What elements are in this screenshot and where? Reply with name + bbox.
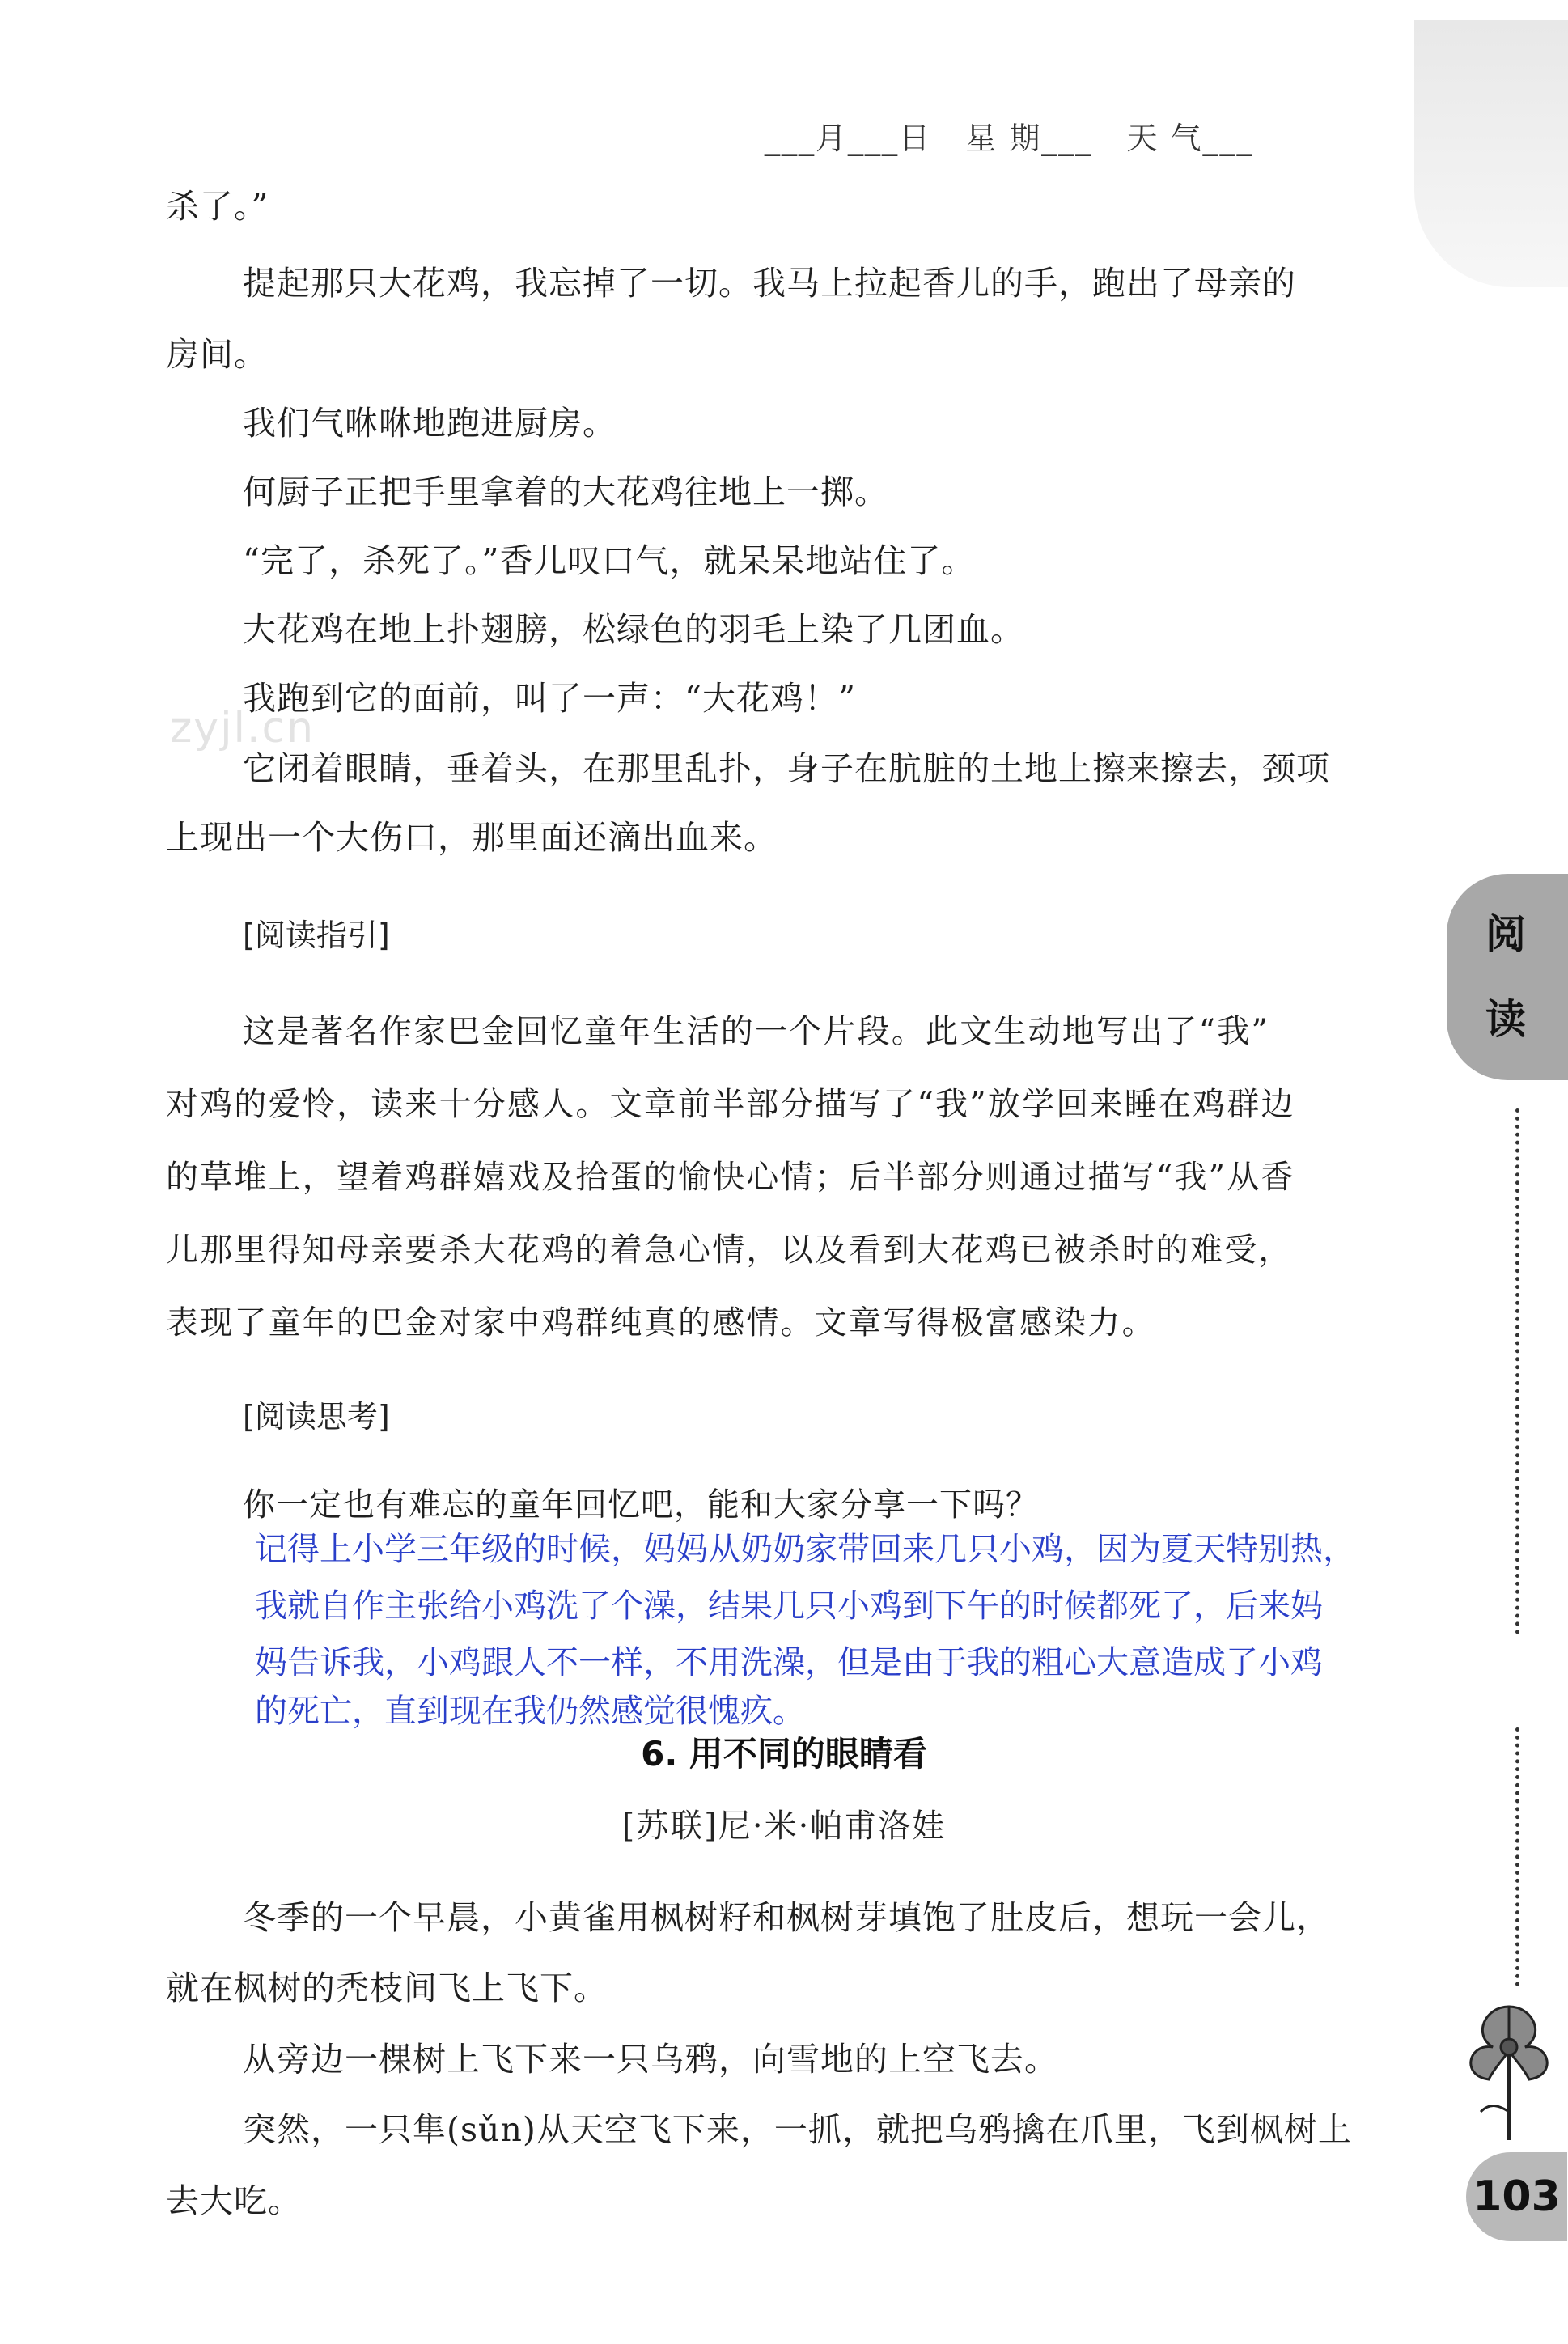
story-line: 大花鸡在地上扑翅膀，松绿色的羽毛上染了几团血。	[243, 610, 1024, 649]
story-line: 房间。	[166, 335, 268, 374]
guide-line: 对鸡的爱怜，读来十分感人。文章前半部分描写了“我”放学回来睡在鸡群边	[166, 1086, 1295, 1123]
guide-line: 的草堆上，望着鸡群嬉戏及拾蛋的愉快心情；后半部分则通过描写“我”从香	[166, 1159, 1295, 1196]
question: 你一定也有难忘的童年回忆吧，能和大家分享一下吗？	[243, 1486, 1039, 1524]
dotted-guide	[1515, 1727, 1519, 1986]
story-line: 它闭着眼睛，垂着头，在那里乱扑，身子在肮脏的土地上擦来擦去，颈项	[243, 749, 1330, 788]
story-line: 杀了。”	[166, 187, 269, 226]
story-line: 就在枫树的秃枝间飞上飞下。	[166, 1969, 608, 2007]
answer-line: 的死亡，直到现在我仍然感觉很愧疚。	[255, 1693, 805, 1730]
corner-decoration	[1414, 20, 1568, 287]
story-line: 何厨子正把手里拿着的大花鸡往地上一掷。	[243, 473, 888, 511]
section-tab	[1447, 874, 1568, 1080]
guide-heading: [阅读指引]	[243, 918, 390, 953]
page-number: 103	[1466, 2152, 1567, 2241]
story-line: 提起那只大花鸡，我忘掉了一切。我马上拉起香儿的手，跑出了母亲的	[243, 264, 1296, 303]
story-line: 我们气咻咻地跑进厨房。	[243, 404, 617, 443]
story-line: 冬季的一个早晨，小黄雀用枫树籽和枫树芽填饱了肚皮后，想玩一会儿，	[243, 1898, 1330, 1937]
tab-char: 阅	[1485, 911, 1526, 958]
guide-line: 儿那里得知母亲要杀大花鸡的着急心情，以及看到大花鸡已被杀时的难受，	[166, 1231, 1293, 1269]
date-weather-header: ___月___日 星 期___ 天 气___	[765, 121, 1254, 156]
story-line: 去大吃。	[166, 2181, 302, 2220]
story-line: 突然，一只隼(sǔn)从天空飞下来，一抓，就把乌鸦擒在爪里，飞到枫树上	[243, 2110, 1352, 2149]
tab-char: 读	[1485, 996, 1526, 1043]
flower-icon	[1452, 1999, 1566, 2144]
chapter-title: 6. 用不同的眼睛看	[641, 1734, 927, 1774]
author-line: [苏联]尼·米·帕甫洛娃	[621, 1808, 947, 1845]
watermark: zyjl.cn	[170, 704, 316, 752]
dotted-guide	[1515, 1108, 1519, 1634]
story-line: 我跑到它的面前，叫了一声：“大花鸡！”	[243, 679, 856, 718]
answer-line: 我就自作主张给小鸡洗了个澡，结果几只小鸡到下午的时候都死了，后来妈	[255, 1587, 1323, 1625]
answer-line: 妈告诉我，小鸡跟人不一样，不用洗澡，但是由于我的粗心大意造成了小鸡	[255, 1644, 1323, 1681]
think-heading: [阅读思考]	[243, 1399, 390, 1435]
story-line: “完了，杀死了。”香儿叹口气，就呆呆地站住了。	[243, 541, 976, 580]
story-line: 从旁边一棵树上飞下来一只乌鸦，向雪地的上空飞去。	[243, 2040, 1058, 2079]
guide-line: 这是著名作家巴金回忆童年生活的一个片段。此文生动地写出了“我”	[243, 1013, 1270, 1050]
story-line: 上现出一个大伤口，那里面还滴出血来。	[166, 818, 778, 857]
guide-line: 表现了童年的巴金对家中鸡群纯真的感情。文章写得极富感染力。	[166, 1304, 1156, 1342]
answer-line: 记得上小学三年级的时候，妈妈从奶奶家带回来几只小鸡，因为夏天特别热，	[255, 1531, 1355, 1568]
